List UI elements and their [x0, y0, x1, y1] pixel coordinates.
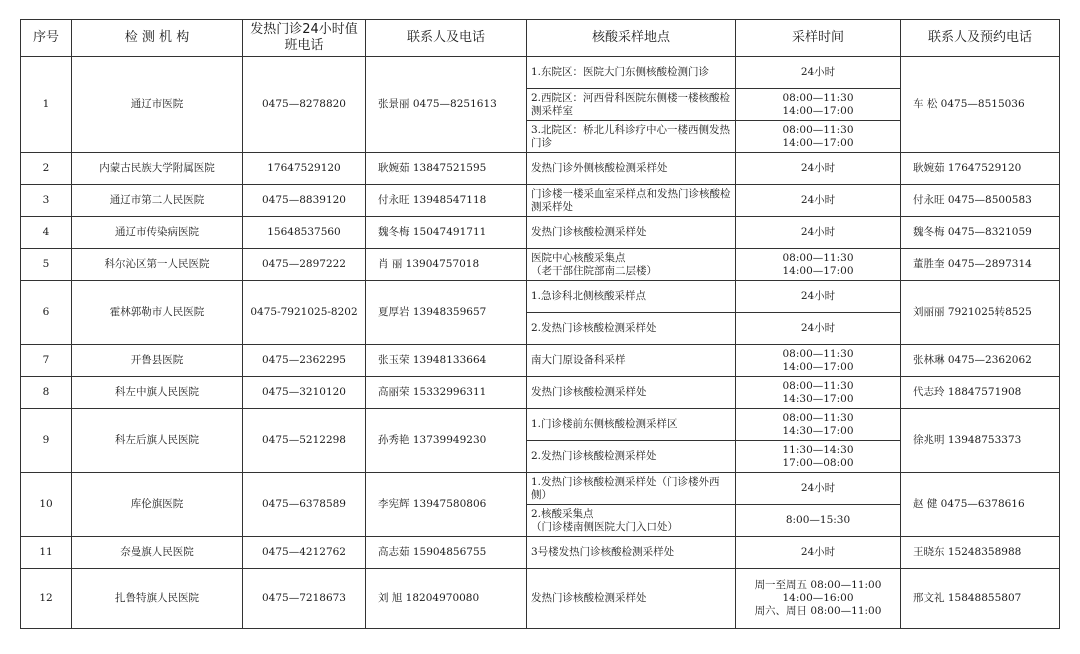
- table-row: [21, 249, 1060, 281]
- booking-contact-phone: 王晓东 15248358988: [901, 537, 1060, 569]
- table-row: [21, 537, 1060, 569]
- header-no: 序号: [21, 20, 72, 57]
- booking-contact-phone: 张林琳 0475—2362062: [901, 345, 1060, 377]
- sampling-time: 08:00—11:30 14:30—17:00: [736, 377, 901, 409]
- fever-clinic-phone: 0475—8839120: [243, 185, 366, 217]
- table-row: [21, 569, 1060, 629]
- sampling-location: 门诊楼一楼采血室采样点和发热门诊核酸检测采样处: [527, 185, 736, 217]
- contact-person-phone: 高志茹 15904856755: [366, 537, 527, 569]
- contact-person-phone: 肖 丽 13904757018: [366, 249, 527, 281]
- contact-person-phone: 高丽荣 15332996311: [366, 377, 527, 409]
- fever-clinic-phone: 0475—2897222: [243, 249, 366, 281]
- header-sampling-site: 核酸采样地点: [527, 20, 736, 57]
- booking-contact-phone: 耿婉茹 17647529120: [901, 153, 1060, 185]
- fever-clinic-phone: 0475—6378589: [243, 473, 366, 537]
- booking-contact-phone: 付永旺 0475—8500583: [901, 185, 1060, 217]
- sampling-location: 发热门诊核酸检测采样处: [527, 377, 736, 409]
- table-row: [21, 473, 1060, 505]
- row-number: 2: [21, 153, 72, 185]
- sampling-time: 周一至周五 08:00—11:00 14:00—16:00 周六、周日 08:00—11:00: [736, 569, 901, 629]
- institution-name: 开鲁县医院: [72, 345, 243, 377]
- sampling-location: 发热门诊核酸检测采样处: [527, 217, 736, 249]
- row-number: 4: [21, 217, 72, 249]
- sampling-location: 发热门诊核酸检测采样处: [527, 569, 736, 629]
- row-number: 7: [21, 345, 72, 377]
- institution-name: 通辽市传染病医院: [72, 217, 243, 249]
- sampling-location: 2.发热门诊核酸检测采样处: [527, 441, 736, 473]
- contact-person-phone: 李宪辉 13947580806: [366, 473, 527, 537]
- booking-contact-phone: 邢文礼 15848855807: [901, 569, 1060, 629]
- sampling-time: 24小时: [736, 473, 901, 505]
- row-number: 8: [21, 377, 72, 409]
- institution-name: 科左后旗人民医院: [72, 409, 243, 473]
- header-booking-phone: 联系人及预约电话: [901, 20, 1060, 57]
- row-number: 6: [21, 281, 72, 345]
- row-number: 3: [21, 185, 72, 217]
- sampling-time: 24小时: [736, 537, 901, 569]
- table-row: [21, 345, 1060, 377]
- fever-clinic-phone: 15648537560: [243, 217, 366, 249]
- institution-name: 霍林郭勒市人民医院: [72, 281, 243, 345]
- sampling-location: 1.门诊楼前东侧核酸检测采样区: [527, 409, 736, 441]
- sampling-location: 1.东院区：医院大门东侧核酸检测门诊: [527, 57, 736, 89]
- institution-name: 奈曼旗人民医院: [72, 537, 243, 569]
- sampling-location: 1.发热门诊核酸检测采样处（门诊楼外西侧）: [527, 473, 736, 505]
- row-number: 5: [21, 249, 72, 281]
- contact-person-phone: 张景丽 0475—8251613: [366, 57, 527, 153]
- sampling-location: 1.急诊科北侧核酸采样点: [527, 281, 736, 313]
- fever-clinic-phone: 0475-7921025-8202: [243, 281, 366, 345]
- fever-clinic-phone: 0475—5212298: [243, 409, 366, 473]
- institution-name: 通辽市第二人民医院: [72, 185, 243, 217]
- sampling-time: 11:30—14:30 17:00—08:00: [736, 441, 901, 473]
- sampling-time: 08:00—11:30 14:00—17:00: [736, 249, 901, 281]
- sampling-time: 24小时: [736, 153, 901, 185]
- sampling-location: 南大门原设备科采样: [527, 345, 736, 377]
- institution-name: 扎鲁特旗人民医院: [72, 569, 243, 629]
- booking-contact-phone: 代志玲 18847571908: [901, 377, 1060, 409]
- sampling-time: 24小时: [736, 185, 901, 217]
- sampling-location: 2.发热门诊核酸检测采样处: [527, 313, 736, 345]
- testing-institutions-table: [20, 19, 1060, 629]
- sampling-location: 医院中心核酸采集点 （老干部住院部南二层楼）: [527, 249, 736, 281]
- row-number: 10: [21, 473, 72, 537]
- booking-contact-phone: 魏冬梅 0475—8321059: [901, 217, 1060, 249]
- fever-clinic-phone: 0475—3210120: [243, 377, 366, 409]
- sampling-time: 24小时: [736, 281, 901, 313]
- header-sampling-time: 采样时间: [736, 20, 901, 57]
- table-row: [21, 185, 1060, 217]
- sampling-location: 2.西院区：河西骨科医院东侧楼一楼核酸检测采样室: [527, 89, 736, 121]
- institution-name: 通辽市医院: [72, 57, 243, 153]
- institution-name: 科左中旗人民医院: [72, 377, 243, 409]
- contact-person-phone: 耿婉茹 13847521595: [366, 153, 527, 185]
- sampling-time: 08:00—11:30 14:00—17:00: [736, 345, 901, 377]
- contact-person-phone: 付永旺 13948547118: [366, 185, 527, 217]
- sampling-time: 8:00—15:30: [736, 505, 901, 537]
- institution-name: 内蒙古民族大学附属医院: [72, 153, 243, 185]
- table-row: [21, 409, 1060, 441]
- sampling-location: 2.核酸采集点 （门诊楼南侧医院大门入口处）: [527, 505, 736, 537]
- contact-person-phone: 张玉荣 13948133664: [366, 345, 527, 377]
- table-row: [21, 377, 1060, 409]
- fever-clinic-phone: 0475—8278820: [243, 57, 366, 153]
- booking-contact-phone: 刘丽丽 7921025转8525: [901, 281, 1060, 345]
- booking-contact-phone: 赵 健 0475—6378616: [901, 473, 1060, 537]
- sampling-location: 3号楼发热门诊核酸检测采样处: [527, 537, 736, 569]
- table-row: [21, 217, 1060, 249]
- fever-clinic-phone: 0475—4212762: [243, 537, 366, 569]
- contact-person-phone: 夏厚岩 13948359657: [366, 281, 527, 345]
- sampling-time: 24小时: [736, 217, 901, 249]
- institution-name: 库伦旗医院: [72, 473, 243, 537]
- table-row: [21, 153, 1060, 185]
- sampling-time: 08:00—11:30 14:00—17:00: [736, 121, 901, 153]
- sampling-time: 24小时: [736, 57, 901, 89]
- row-number: 9: [21, 409, 72, 473]
- table-row: [21, 57, 1060, 89]
- fever-clinic-phone: 0475—7218673: [243, 569, 366, 629]
- booking-contact-phone: 董胜奎 0475—2897314: [901, 249, 1060, 281]
- booking-contact-phone: 车 松 0475—8515036: [901, 57, 1060, 153]
- contact-person-phone: 刘 旭 18204970080: [366, 569, 527, 629]
- header-contact: 联系人及电话: [366, 20, 527, 57]
- header-row: [21, 20, 1060, 57]
- fever-clinic-phone: 0475—2362295: [243, 345, 366, 377]
- sampling-time: 08:00—11:30 14:00—17:00: [736, 89, 901, 121]
- contact-person-phone: 魏冬梅 15047491711: [366, 217, 527, 249]
- sampling-location: 3.北院区：桥北儿科诊疗中心一楼西侧发热门诊: [527, 121, 736, 153]
- row-number: 11: [21, 537, 72, 569]
- header-institution: 检 测 机 构: [72, 20, 243, 57]
- row-number: 1: [21, 57, 72, 153]
- sampling-time: 24小时: [736, 313, 901, 345]
- table-row: [21, 281, 1060, 313]
- header-fever-phone: 发热门诊24小时值班电话: [243, 20, 366, 57]
- row-number: 12: [21, 569, 72, 629]
- booking-contact-phone: 徐兆明 13948753373: [901, 409, 1060, 473]
- fever-clinic-phone: 17647529120: [243, 153, 366, 185]
- sampling-time: 08:00—11:30 14:30—17:00: [736, 409, 901, 441]
- institution-name: 科尔沁区第一人民医院: [72, 249, 243, 281]
- sampling-location: 发热门诊外侧核酸检测采样处: [527, 153, 736, 185]
- contact-person-phone: 孙秀艳 13739949230: [366, 409, 527, 473]
